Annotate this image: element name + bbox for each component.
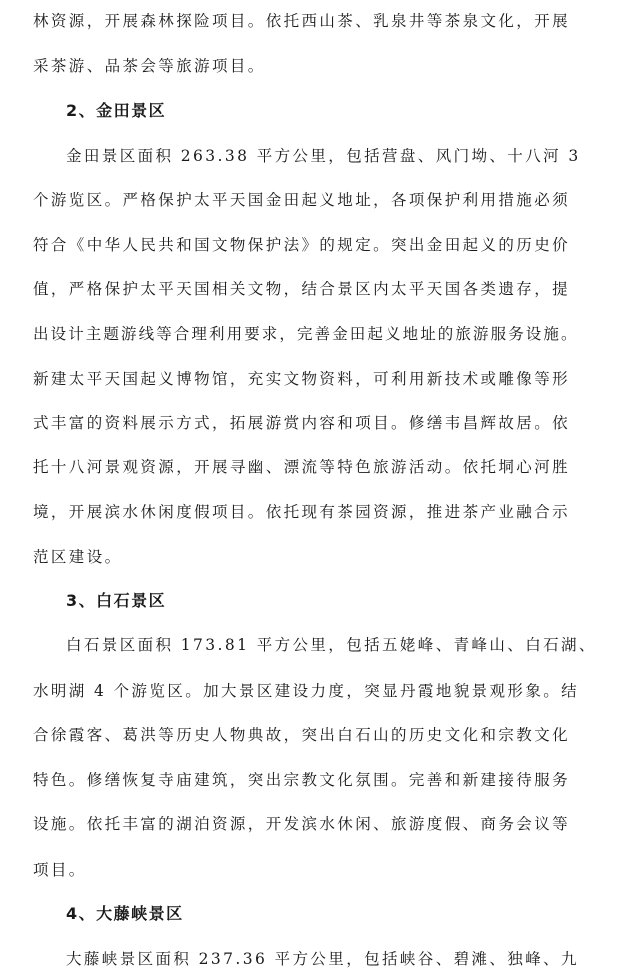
paragraph-line: 托十八河景观资源，开展寻幽、漂流等特色旅游活动。依托垌心河胜: [33, 458, 571, 476]
paragraph-line: 特色。修缮恢复寺庙建筑，突出宗教文化氛围。完善和新建接待服务: [33, 771, 571, 789]
paragraph-line: 范区建设。: [33, 548, 123, 566]
paragraph-line: 个游览区。严格保护太平天国金田起义地址，各项保护利用措施必须: [33, 191, 571, 209]
paragraph-line: 白石景区面积 173.81 平方公里，包括五姥峰、青峰山、白石湖、: [66, 636, 597, 654]
paragraph-line: 合徐霞客、葛洪等历史人物典故，突出白石山的历史文化和宗教文化: [33, 726, 571, 744]
paragraph-line: 项目。: [33, 861, 87, 879]
paragraph-line: 大藤峡景区面积 237.36 平方公里，包括峡谷、碧滩、独峰、九: [66, 950, 579, 968]
section-heading-datengxia: 4、大藤峡景区: [66, 904, 184, 923]
paragraph-line: 符合《中华人民共和国文物保护法》的规定。突出金田起义的历史价: [33, 236, 571, 254]
paragraph-line: 值，严格保护太平天国相关文物，结合景区内太平天国各类遗存，提: [33, 280, 571, 298]
intro-line: 采茶游、品茶会等旅游项目。: [33, 57, 266, 75]
paragraph-line: 新建太平天国起义博物馆，充实文物资料，可利用新技术或雕像等形: [33, 370, 571, 388]
section-heading-jintian: 2、金田景区: [66, 101, 167, 120]
paragraph-line: 水明湖 4 个游览区。加大景区建设力度，突显丹霞地貌景观形象。结: [33, 682, 580, 700]
paragraph-line: 设施。依托丰富的湖泊资源，开发滨水休闲、旅游度假、商务会议等: [33, 815, 571, 833]
paragraph-line: 金田景区面积 263.38 平方公里，包括营盘、风门坳、十八河 3: [66, 147, 581, 165]
paragraph-line: 式丰富的资料展示方式，拓展游赏内容和项目。修缮韦昌辉故居。依: [33, 414, 571, 432]
paragraph-line: 出设计主题游线等合理利用要求，完善金田起义地址的旅游服务设施。: [33, 325, 579, 343]
intro-line: 林资源，开展森林探险项目。依托西山茶、乳泉井等茶泉文化，开展: [33, 12, 571, 30]
section-heading-baishi: 3、白石景区: [66, 591, 167, 610]
paragraph-line: 境，开展滨水休闲度假项目。依托现有茶园资源，推进茶产业融合示: [33, 503, 571, 521]
